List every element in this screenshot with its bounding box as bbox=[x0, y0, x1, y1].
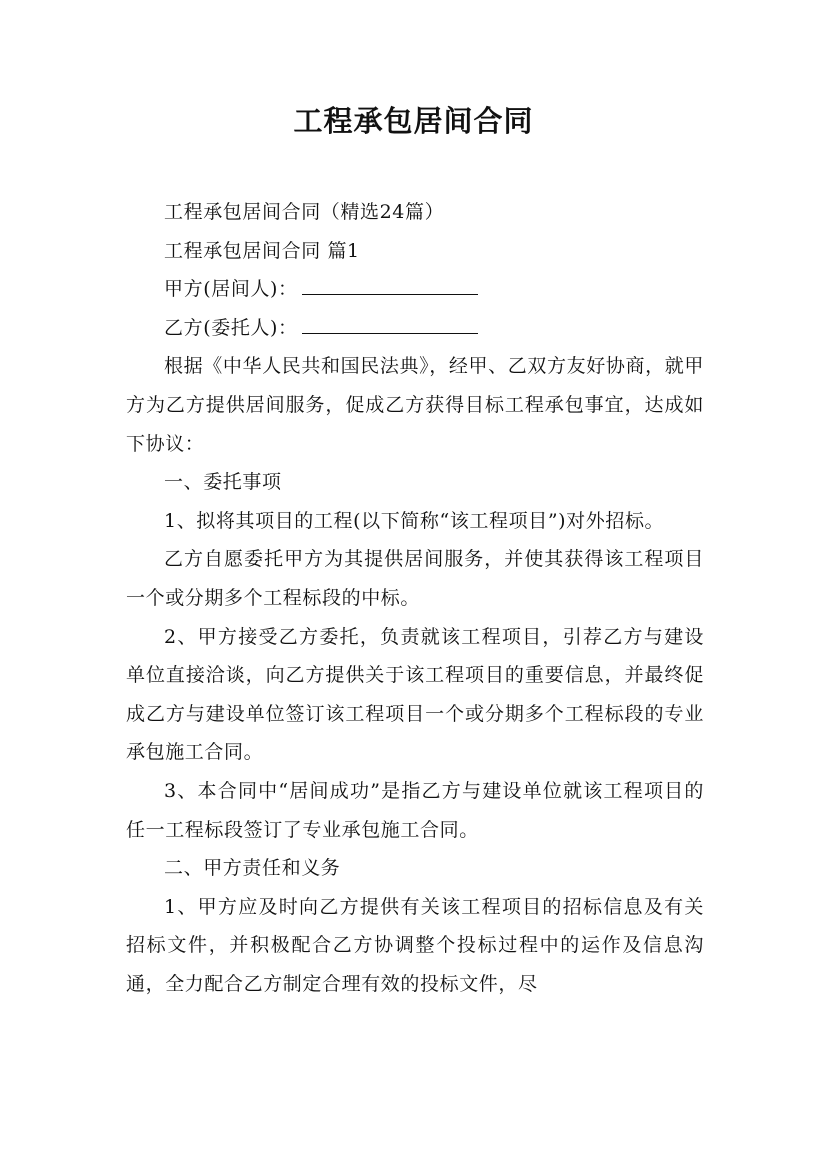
section-heading-1: 一、委托事项 bbox=[164, 471, 282, 494]
party-b-label: 乙方(委托人)： bbox=[164, 316, 298, 339]
paragraph-part-heading: 工程承包居间合同 篇1 bbox=[164, 239, 360, 262]
party-a-line bbox=[126, 270, 704, 309]
paragraph-1-1: 1、拟将其项目的工程(以下简称“该工程项目”)对外招标。 bbox=[164, 509, 665, 532]
paragraph-preamble: 根据《中华人民共和国民法典》，经甲、乙双方友好协商，就甲方为乙方提供居间服务，促成乙方获得目标工程承包事宜，达成如下协议： bbox=[126, 355, 704, 455]
document-body bbox=[126, 193, 704, 1003]
party-a-blank bbox=[302, 274, 478, 295]
party-b-line bbox=[126, 309, 704, 348]
section-heading-2: 二、甲方责任和义务 bbox=[164, 857, 341, 880]
party-a-label: 甲方(居间人)： bbox=[164, 278, 298, 301]
paragraph-1-2: 2、甲方接受乙方委托，负责就该工程项目，引荐乙方与建设单位直接洽谈，向乙方提供关于该工程项目的重要信息，并最终促成乙方与建设单位签订该工程项目一个或分期多个工程标段的专业承包施工合同。 bbox=[126, 625, 704, 764]
paragraph-subtitle: 工程承包居间合同（精选24篇） bbox=[164, 201, 445, 223]
paragraph-1-1b: 乙方自愿委托甲方为其提供居间服务，并使其获得该工程项目一个或分期多个工程标段的中标。 bbox=[126, 548, 704, 609]
document-title: 工程承包居间合同 bbox=[293, 104, 534, 138]
paragraph-1-3: 3、本合同中“居间成功”是指乙方与建设单位就该工程项目的任一工程标段签订了专业承包施工合同。 bbox=[126, 779, 704, 841]
paragraph-2-1: 1、甲方应及时向乙方提供有关该工程项目的招标信息及有关招标文件，并积极配合乙方协调整个投标过程中的运作及信息沟通，全力配合乙方制定合理有效的投标文件，尽 bbox=[126, 895, 704, 995]
party-b-blank bbox=[302, 313, 478, 334]
